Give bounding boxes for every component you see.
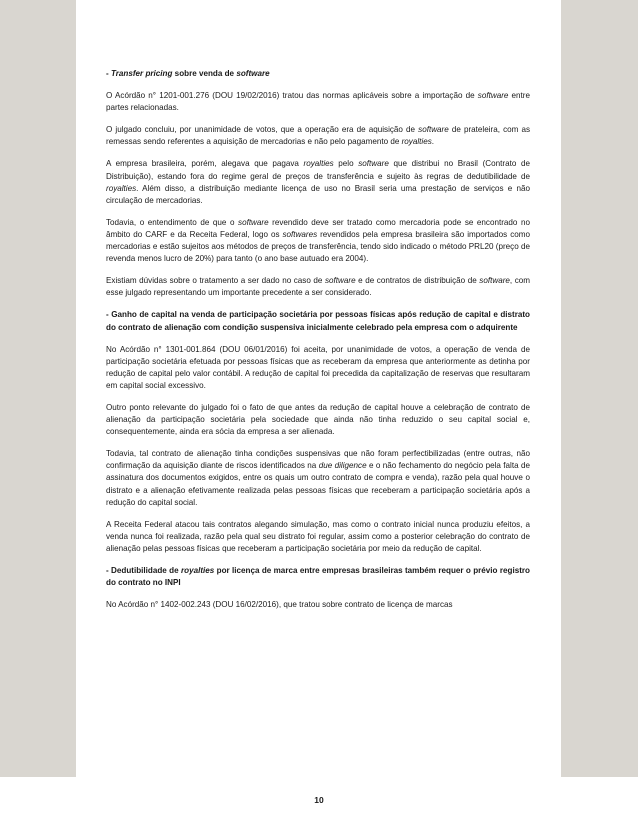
body-paragraph: Outro ponto relevante do julgado foi o fato de que antes da redução de capital houve a celebração de contrato de alienação da participação societária pela sociedade que ainda não tinha reduzido o seu capital social e, consequentemente, ainda era sócia da empresa a ser alienada. [106,402,530,437]
document-page [76,0,561,777]
section-heading: - Ganho de capital na venda de participação societária por pessoas físicas após redução de capital e distrato do contrato de alienação com condição suspensiva inicialmente celebrado pela empresa com o adquirente [106,310,530,332]
body-paragraph: A empresa brasileira, porém, alegava que pagava royalties pelo software que distribui no Brasil (Contrato de Distribuição), estando fora do regime geral de preços de transferência e sujeito às regras de dedutibilidade de royalties. Além disso, a distribuição mediante licença de uso no Brasil seria uma prestação de serviços e não circulação de mercadorias. [106,159,530,205]
body-paragraph: Existiam dúvidas sobre o tratamento a ser dado no caso de software e de contratos de distribuição de software, com esse julgado representando um importante precedente a ser considerado. [106,276,530,298]
body-paragraph: A Receita Federal atacou tais contratos alegando simulação, mas como o contrato inicial nunca produziu efeitos, a venda nunca foi realizada, razão pela qual seu distrato foi regular, assim como a posterior celebração do contrato de alienação pelas pessoas físicas que receberam a participação societária por meio da redução de capital. [106,519,530,553]
body-paragraph: Todavia, o entendimento de que o software revendido deve ser tratado como mercadoria pode se encontrado no âmbito do CARF e da Receita Federal, logo os softwares revendidos pela empresa brasileira são importados como mercadorias e estão sujeitos aos métodos de preços de transferência, tendo sido indicado o método PRL20 (preço de revenda menos lucro de 20%) para tanto (o ano base autuado era 2004). [106,217,530,264]
section-heading: - Dedutibilidade de royalties por licença de marca entre empresas brasileiras também requer o prévio registro do contrato no INPI [106,566,530,588]
body-paragraph: No Acórdão n° 1301-001.864 (DOU 06/01/2016) foi aceita, por unanimidade de votos, a operação de venda de participação societária efetuada por pessoas físicas que as receberam da empresa que anteriormente as detinha por redução de capital pelo valor contábil. A redução de capital foi precedida da capitalização de reservas que resultaram em capital social excessivo. [106,344,530,390]
section-heading: - Transfer pricing sobre venda de software [106,69,270,78]
body-paragraph: O julgado concluiu, por unanimidade de votos, que a operação era de aquisição de software de prateleira, com as remessas sendo referentes a aquisição de mercadorias e não pelo pagamento de royalties. [106,125,531,147]
body-paragraph: No Acórdão n° 1402-002.243 (DOU 16/02/2016), que tratou sobre contrato de licença de marcas [106,600,453,610]
document-body [106,68,530,611]
body-paragraph: Todavia, tal contrato de alienação tinha condições suspensivas que não foram perfectibilizadas (entre outras, não confirmação da aquisição diante de riscos identificados na due diligence e o não fechamento do negócio pela falta de assinatura dos documentos exigidos, entre os quais um outro contrato de compra e venda), razão pela qual houve o distrato e a alienação efetivamente realizada pelas pessoas físicas que receberam a participação societária após a redução do capital social. [106,449,530,507]
body-paragraph: O Acórdão n° 1201-001.276 (DOU 19/02/2016) tratou das normas aplicáveis sobre a importação de software entre partes relacionadas. [106,91,530,113]
page-number: 10 [314,795,324,805]
